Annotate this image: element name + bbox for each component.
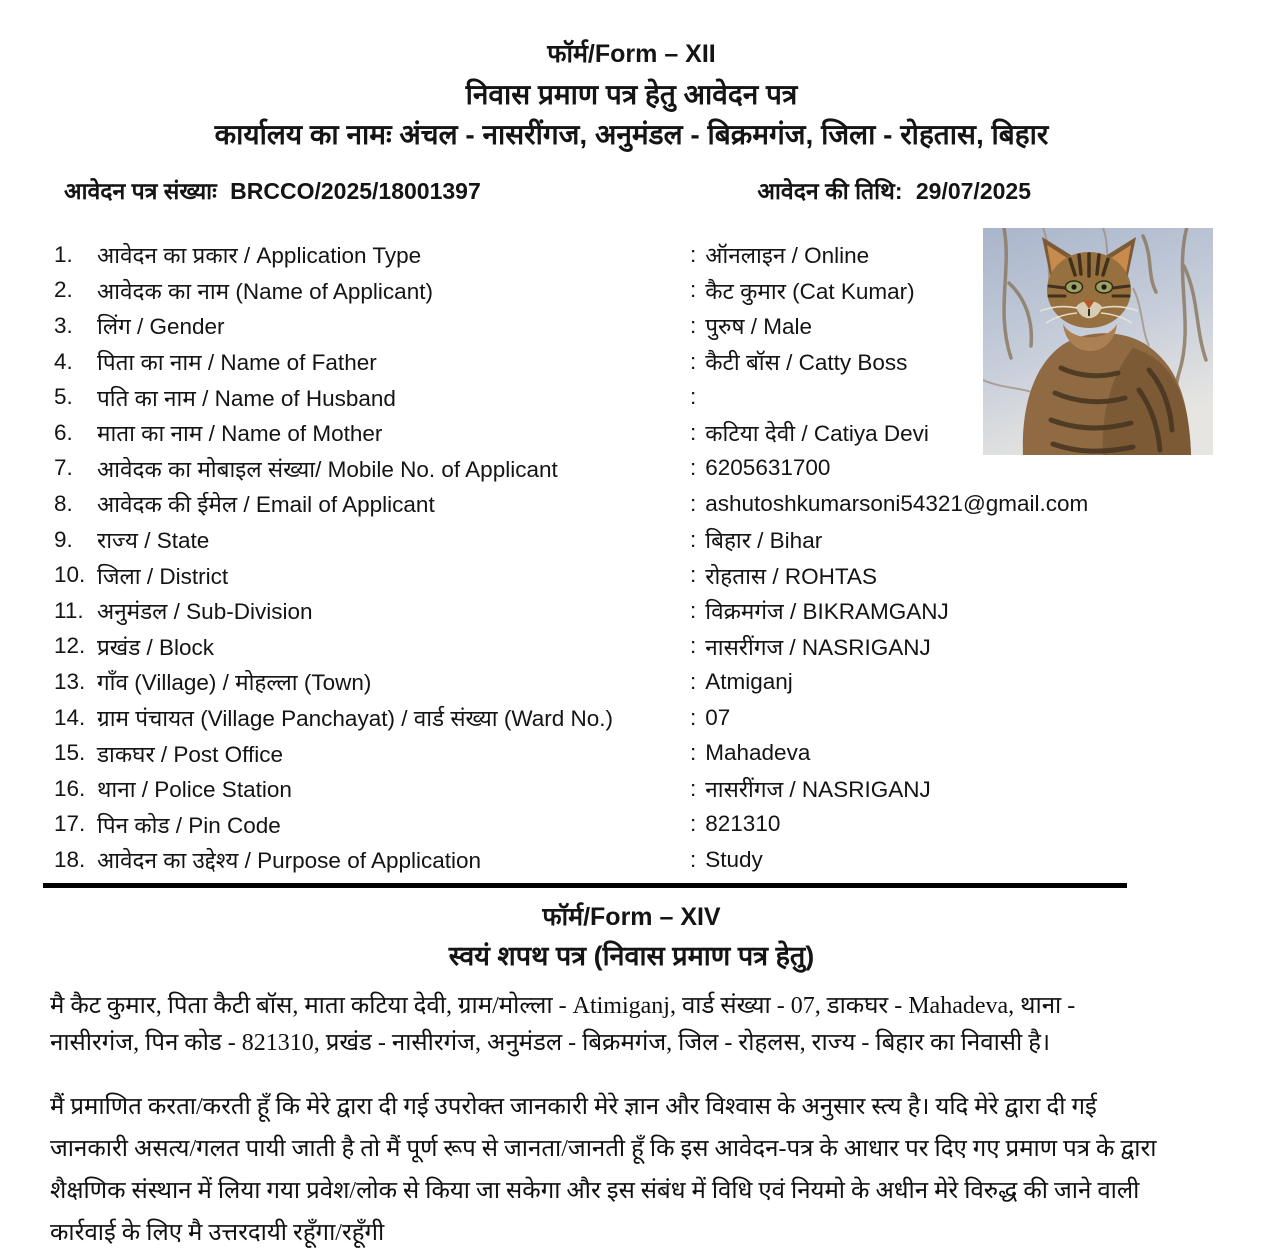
office-name-line: कार्यालय का नामः अंचल - नासरींगज, अनुमंडल - बिक्रमगंज, जिला - रोहतास, बिहार	[214, 119, 1049, 150]
field-label: आवेदक का नाम (Name of Applicant)	[97, 278, 433, 304]
field-row	[54, 522, 1263, 558]
field-colon: :	[690, 384, 697, 410]
field-label: राज्य / State	[97, 528, 210, 554]
field-value-cell	[690, 273, 915, 309]
declaration-paragraph-1: मै कैट कुमार, पिता कैटी बॉस, माता कटिया देवी, ग्राम/मोल्ला - Atimiganj, वार्ड संख्या - 07, डाकघर - Mahadeva, थाना - नासीरगंज, पिन कोड - 821310, प्रखंड - नासीरगंज, अनुमंडल - बिक्रमगंज, जिल - रोहलस, राज्य - बिहार का निवासी है।	[50, 992, 1076, 1056]
field-colon: :	[690, 348, 697, 374]
field-value: कैटी बॉस / Catty Boss	[705, 350, 908, 376]
field-number: 4.	[54, 348, 73, 374]
field-colon: :	[690, 811, 697, 837]
field-colon: :	[690, 526, 697, 552]
field-number: 8.	[54, 490, 73, 516]
field-row	[54, 807, 1263, 843]
field-value-cell	[690, 237, 869, 273]
form14-header	[0, 903, 1263, 972]
field-value-cell	[690, 557, 877, 593]
field-value: नासरींगज / NASRIGANJ	[705, 634, 931, 660]
field-row	[54, 735, 1263, 771]
field-colon: :	[690, 277, 697, 303]
field-colon: :	[690, 597, 697, 623]
field-colon: :	[690, 633, 697, 659]
field-label: आवेदन का प्रकार / Application Type	[97, 243, 422, 269]
field-value: पुरुष / Male	[705, 314, 813, 340]
field-number: 13.	[54, 668, 86, 694]
field-label: ग्राम पंचायत (Village Panchayat) / वार्ड संख्या (Ward No.)	[97, 706, 613, 732]
field-value-cell	[690, 451, 830, 487]
application-number	[64, 177, 481, 205]
declaration-paragraph-2: मैं प्रमाणित करता/करती हूँ कि मेरे द्वारा दी गई उपरोक्त जानकारी मेरे ज्ञान और विश्वास के अनुसार स्त्य है। यदि मेरे द्वारा दी गई जानकारी असत्य/गलत पायी जाती है तो मैं पूर्ण रूप से जानता/जानती हूँ कि इस आवेदन-पत्र के आधार पर दिए गए प्रमाण पत्र के द्वारा शैक्षणिक संस्थान में लिया गया प्रवेश/लोक से किया जा सकेगा और इस संबंध में विधि एवं नियमो के अधीन मेरे विरुद्ध की जाने वाली कार्रवाई के लिए मै उत्तरदायी रहूँगा/रहूँगी	[50, 1093, 1157, 1246]
field-value-cell	[690, 344, 907, 380]
field-value: 6205631700	[705, 455, 831, 481]
field-value: विक्रमगंज / BIKRAMGANJ	[705, 599, 949, 625]
field-number: 15.	[54, 740, 86, 766]
field-row	[54, 700, 1263, 736]
field-value-cell	[690, 700, 730, 736]
field-row	[54, 629, 1263, 665]
field-number: 14.	[54, 704, 86, 730]
field-number: 5.	[54, 384, 73, 410]
field-value: 821310	[705, 811, 781, 837]
field-row	[54, 486, 1263, 522]
application-date-label: आवेदन की तिथि:	[757, 178, 903, 204]
field-label: आवेदक की ईमेल / Email of Applicant	[97, 492, 435, 518]
field-colon: :	[690, 668, 697, 694]
field-colon: :	[690, 241, 697, 267]
field-colon: :	[690, 846, 697, 872]
field-label: जिला / District	[97, 563, 229, 589]
field-value-cell	[690, 735, 810, 771]
field-value-cell	[690, 379, 705, 415]
field-value: ashutoshkumarsoni54321@gmail.com	[705, 490, 1089, 516]
field-colon: :	[690, 740, 697, 766]
field-label: गाँव (Village) / मोहल्ला (Town)	[97, 670, 372, 696]
field-number: 11.	[54, 597, 84, 623]
field-number: 10.	[54, 562, 86, 588]
field-number: 9.	[54, 526, 73, 552]
field-label: माता का नाम / Name of Mother	[97, 421, 383, 447]
form12-header	[0, 0, 1263, 151]
field-number: 6.	[54, 419, 73, 445]
field-value: 07	[705, 704, 731, 730]
field-colon: :	[690, 455, 697, 481]
field-value-cell	[690, 664, 793, 700]
field-number: 1.	[54, 241, 73, 267]
field-colon: :	[690, 312, 697, 338]
field-value: नासरींगज / NASRIGANJ	[705, 777, 931, 803]
field-value-cell	[690, 629, 931, 665]
field-row	[54, 557, 1263, 593]
field-number: 3.	[54, 312, 73, 338]
application-meta-row	[0, 177, 1263, 205]
field-value: Atmiganj	[705, 668, 793, 694]
field-label: थाना / Police Station	[97, 777, 292, 803]
field-value: Study	[705, 846, 763, 872]
field-value: रोहतास / ROHTAS	[705, 563, 877, 589]
field-value-cell	[690, 415, 929, 451]
applicant-photo	[983, 228, 1213, 455]
field-row	[54, 451, 1263, 487]
field-label: पति का नाम / Name of Husband	[97, 385, 396, 411]
field-value-cell	[690, 842, 763, 878]
field-label: प्रखंड / Block	[97, 634, 215, 660]
field-number: 7.	[54, 455, 73, 481]
field-colon: :	[690, 562, 697, 588]
field-value-cell	[690, 593, 949, 629]
application-number-value: BRCCO/2025/18001397	[230, 178, 481, 204]
field-value-cell	[690, 807, 780, 843]
application-date-value: 29/07/2025	[915, 178, 1031, 204]
cat-photo-illustration	[983, 228, 1213, 455]
form14-title: फॉर्म/Form – XIV	[542, 902, 721, 931]
field-value: कैट कुमार (Cat Kumar)	[705, 278, 915, 304]
field-number: 17.	[54, 811, 86, 837]
field-colon: :	[690, 775, 697, 801]
field-label: आवेदक का मोबाइल संख्या/ Mobile No. of Applicant	[97, 456, 558, 482]
field-number: 16.	[54, 775, 86, 801]
field-value: कटिया देवी / Catiya Devi	[705, 421, 929, 447]
field-label: पिता का नाम / Name of Father	[97, 350, 377, 376]
application-number-label: आवेदन पत्र संख्याः	[64, 178, 217, 204]
field-number: 2.	[54, 277, 73, 303]
field-value: बिहार / Bihar	[705, 528, 823, 554]
field-value-cell	[690, 771, 931, 807]
field-label: अनुमंडल / Sub-Division	[97, 599, 313, 625]
form12-title: फॉर्म/Form – XII	[547, 40, 716, 68]
field-colon: :	[690, 419, 697, 445]
field-label: डाकघर / Post Office	[97, 741, 284, 767]
field-value-cell	[690, 308, 812, 344]
form12-subtitle: निवास प्रमाण पत्र हेतु आवेदन पत्र	[465, 79, 798, 110]
field-colon: :	[690, 704, 697, 730]
field-row	[54, 593, 1263, 629]
application-date	[757, 177, 1031, 205]
field-label: पिन कोड / Pin Code	[97, 812, 281, 838]
field-number: 18.	[54, 846, 86, 872]
section-divider	[43, 883, 1127, 888]
field-value: Mahadeva	[705, 740, 811, 766]
form14-subtitle: स्वयं शपथ पत्र (निवास प्रमाण पत्र हेतु)	[448, 940, 815, 971]
field-number: 12.	[54, 633, 86, 659]
field-row	[54, 842, 1263, 878]
field-colon: :	[690, 490, 697, 516]
field-value-cell	[690, 486, 1088, 522]
field-value: ऑनलाइन / Online	[705, 243, 870, 269]
field-label: आवेदन का उद्देश्य / Purpose of Application	[97, 848, 482, 874]
field-label: लिंग / Gender	[97, 314, 225, 340]
field-value-cell	[690, 522, 822, 558]
field-row	[54, 664, 1263, 700]
field-row	[54, 771, 1263, 807]
